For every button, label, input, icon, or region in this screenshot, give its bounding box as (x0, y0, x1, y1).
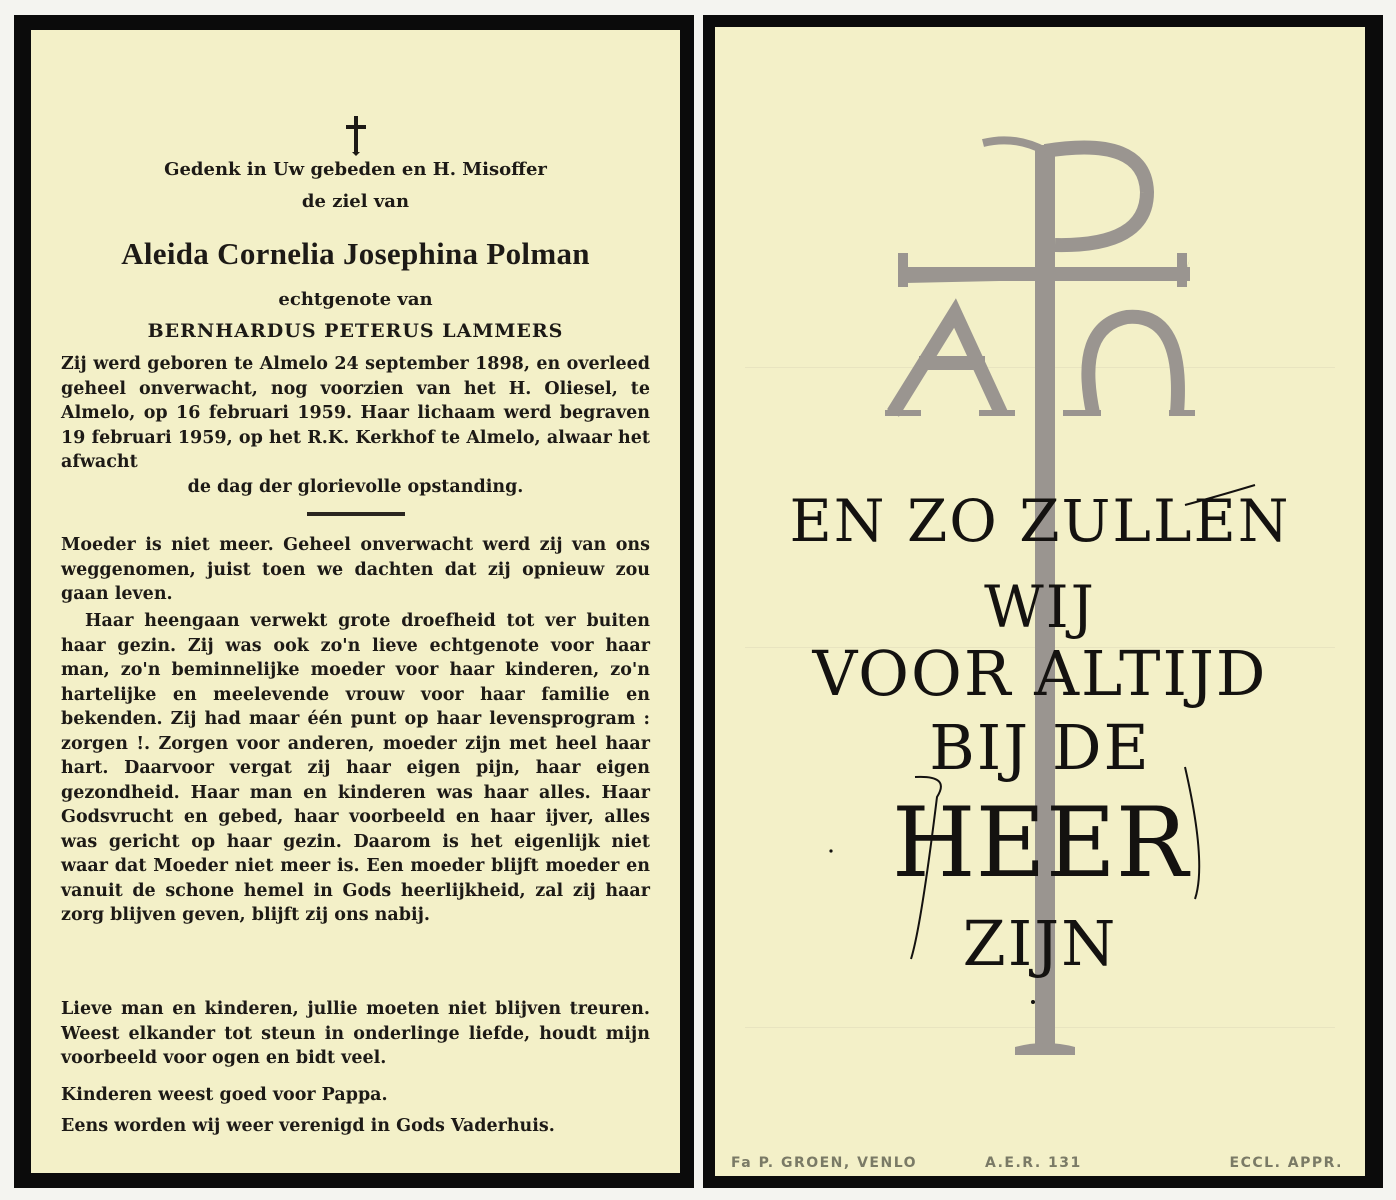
cross-icon (345, 116, 367, 156)
scripture-line-1: EN ZO ZULLEN (789, 487, 1291, 555)
omega-letter (1088, 317, 1178, 413)
paragraph-3: Lieve man en kinderen, jullie moeten niet blijven treuren. Weest elkander tot steun in onderlinge liefde, houdt mijn voorbeeld voor ogen en bidt veel. (61, 999, 650, 1068)
intro-line-1: Gedenk in Uw gebeden en H. Misoffer (164, 159, 547, 180)
scripture-line-3: VOOR ALTIJD (812, 637, 1268, 710)
paragraph-5: Eens worden wij weer verenigd in Gods Vaderhuis. (61, 1116, 555, 1136)
paragraph-1: Moeder is niet meer. Geheel onverwacht werd zij van ons weggenomen, juist toen we dachten dat zij opnieuw zou gaan leven. (61, 535, 650, 604)
scripture-line-6: ZIJN (962, 907, 1118, 980)
divider (307, 512, 405, 516)
scripture-line-4: BIJ DE (929, 711, 1151, 784)
biography: Zij werd geboren te Almelo 24 september 1898, en overleed geheel onverwacht, nog voorzien van het H. Oliesel, te Almelo, op 16 februari 1959. Haar lichaam werd begraven 19 februari 1959, op het R.K. Kerkhof te Almelo, alwaar het afwacht (61, 354, 650, 472)
catalog-number: A.E.R. 131 (985, 1155, 1082, 1171)
deceased-name: Aleida Cornelia Josephina Polman (121, 236, 590, 271)
front-card (14, 15, 694, 1188)
spouse-name: BERNHARDUS PETERUS LAMMERS (147, 320, 564, 342)
alpha-letter (893, 313, 1001, 413)
back-card (703, 15, 1383, 1188)
relation-label: echtgenote van (278, 289, 433, 310)
back-card-paper (715, 27, 1365, 1176)
rho-loop (1045, 147, 1147, 245)
paragraph-2: Haar heengaan verwekt grote droefheid tot ver buiten haar gezin. Zij was ook zo'n lieve echtgenote voor haar man, zo'n beminnelijke moeder voor haar kinderen, zo'n hartelijke en meelevende vrouw voor haar familie en bekenden. Zij had maar één punt op haar levensprogram : zorgen !. Zorgen voor anderen, moeder zijn met heel haar hart. Daarvoor vergat zij haar eigen pijn, haar eigen gezondheid. Haar man en kinderen was haar alles. Haar Godsvrucht en gebed, haar voorbeeld en haar ijver, alles was gericht op haar gezin. Daarom is het eigenlijk niet waar dat Moeder niet meer is. Een moeder blijft moeder en vanuit de schone hemel in Gods heerlijkheid, zal zij haar zorg blijven geven, blijft zij ons nabij. (61, 611, 650, 925)
scripture-line-5: HEER (891, 787, 1189, 899)
front-card-paper (31, 30, 680, 1173)
paragraph-4: Kinderen weest goed voor Pappa. (61, 1085, 388, 1105)
ecclesiastical-approval: ECCL. APPR. (1229, 1155, 1343, 1171)
biography-last-line: de dag der glorievolle opstanding. (187, 477, 524, 497)
intro-line-2: de ziel van (301, 191, 410, 212)
scripture-line-2: WIJ (984, 573, 1096, 641)
printer-credit: Fa P. GROEN, VENLO (731, 1155, 918, 1171)
